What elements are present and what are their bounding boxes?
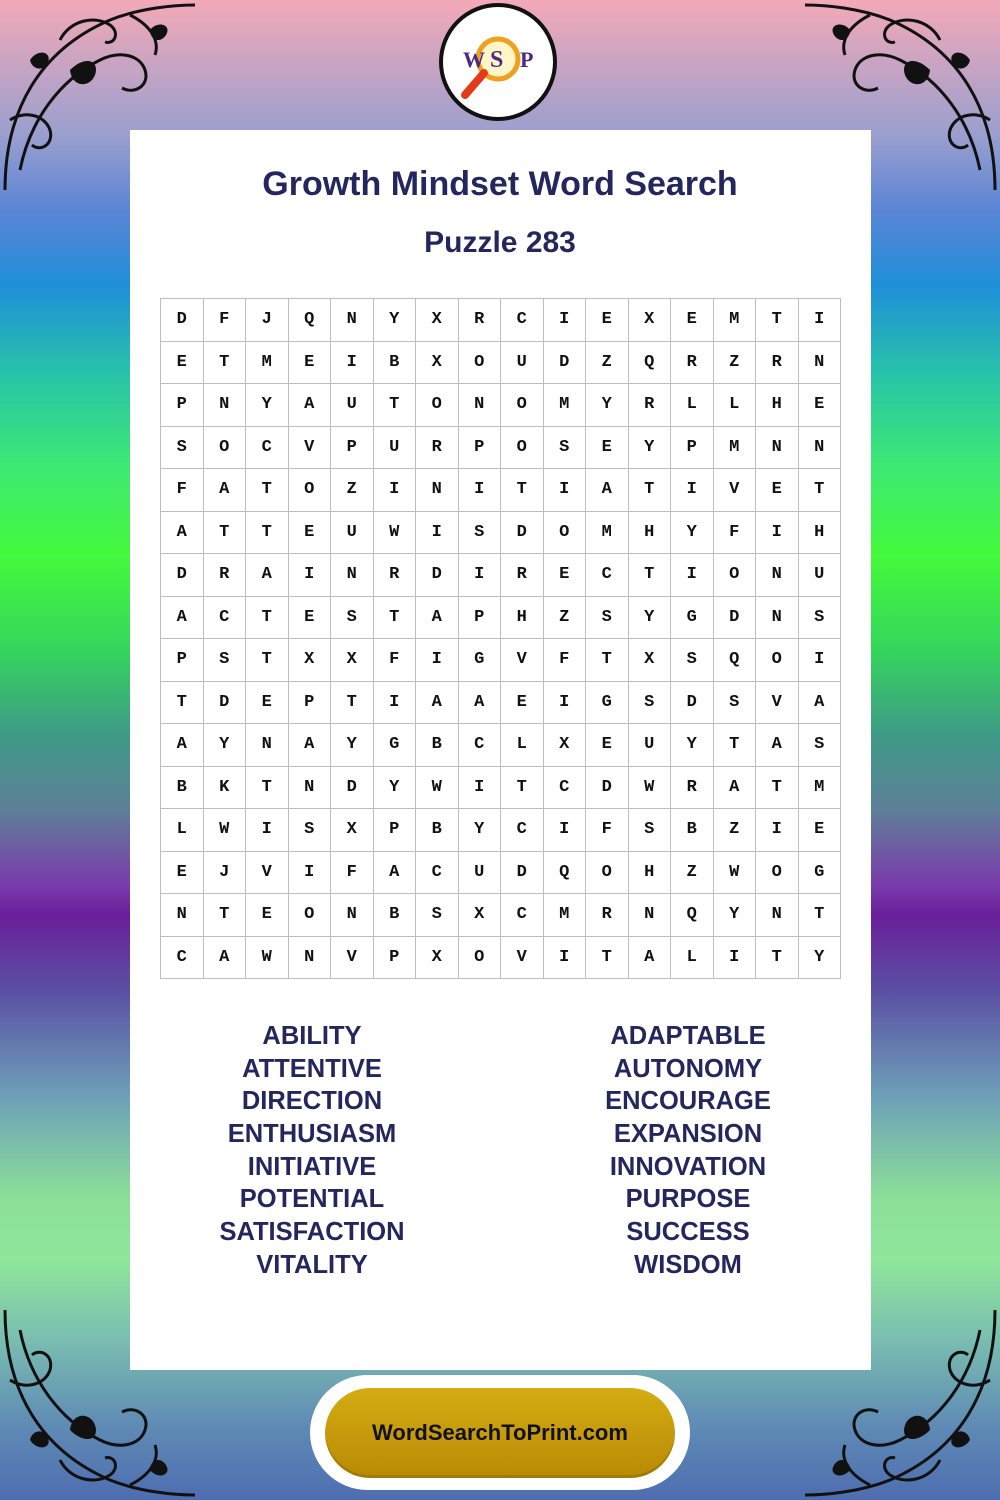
grid-cell[interactable]: W [416, 766, 459, 809]
grid-cell[interactable]: N [756, 894, 799, 937]
grid-cell[interactable]: A [458, 681, 501, 724]
grid-cell[interactable]: H [756, 384, 799, 427]
grid-cell[interactable]: Y [798, 936, 841, 979]
word-list-item: ABILITY [262, 1022, 362, 1050]
grid-cell[interactable]: B [416, 724, 459, 767]
grid-cell[interactable]: C [501, 809, 544, 852]
grid-row [161, 469, 841, 512]
grid-cell[interactable]: W [246, 936, 289, 979]
grid-cell[interactable]: R [671, 766, 714, 809]
grid-cell[interactable]: T [798, 469, 841, 512]
grid-cell[interactable]: E [756, 469, 799, 512]
grid-cell[interactable]: Y [458, 809, 501, 852]
grid-cell[interactable]: A [288, 384, 331, 427]
grid-cell[interactable]: V [331, 936, 374, 979]
grid-row [161, 851, 841, 894]
grid-cell[interactable]: I [331, 341, 374, 384]
grid-cell[interactable]: I [798, 639, 841, 682]
word-list-item: SUCCESS [626, 1218, 750, 1247]
grid-cell[interactable]: I [798, 299, 841, 342]
word-list-item: INITIATIVE [247, 1152, 377, 1181]
grid-cell[interactable]: I [416, 511, 459, 554]
grid-cell[interactable]: O [458, 936, 501, 979]
grid-row [161, 554, 841, 597]
grid-row [161, 341, 841, 384]
grid-cell[interactable]: R [416, 426, 459, 469]
word-list-item: DIRECTION [241, 1087, 383, 1116]
grid-cell[interactable]: O [458, 341, 501, 384]
grid-cell[interactable]: A [288, 724, 331, 767]
grid-cell[interactable]: S [416, 894, 459, 937]
wsp-logo [439, 3, 557, 121]
grid-cell[interactable]: N [458, 384, 501, 427]
grid-row [161, 384, 841, 427]
grid-cell[interactable]: T [756, 299, 799, 342]
grid-cell[interactable]: E [586, 426, 629, 469]
grid-cell[interactable]: X [416, 299, 459, 342]
grid-cell[interactable]: T [161, 681, 204, 724]
grid-cell[interactable]: B [416, 809, 459, 852]
grid-cell[interactable]: F [713, 511, 756, 554]
grid-cell[interactable]: X [458, 894, 501, 937]
grid-cell[interactable]: J [203, 851, 246, 894]
grid-cell[interactable]: E [246, 894, 289, 937]
grid-cell[interactable]: I [671, 469, 714, 512]
grid-cell[interactable]: E [798, 809, 841, 852]
grid-cell[interactable]: N [331, 299, 374, 342]
grid-cell[interactable]: X [331, 639, 374, 682]
grid-cell[interactable]: B [671, 809, 714, 852]
grid-cell[interactable]: T [246, 766, 289, 809]
grid-cell[interactable]: I [543, 681, 586, 724]
grid-cell[interactable]: P [331, 426, 374, 469]
grid-cell[interactable]: U [331, 384, 374, 427]
grid-cell[interactable]: M [543, 384, 586, 427]
grid-cell[interactable]: O [543, 511, 586, 554]
grid-cell[interactable]: N [798, 426, 841, 469]
grid-cell[interactable]: T [373, 384, 416, 427]
grid-cell[interactable]: C [203, 596, 246, 639]
puzzle-number: Puzzle 283 [424, 226, 576, 259]
grid-cell[interactable]: E [671, 299, 714, 342]
grid-cell[interactable]: R [501, 554, 544, 597]
grid-cell[interactable]: F [373, 639, 416, 682]
grid-cell[interactable]: U [331, 511, 374, 554]
grid-cell[interactable]: I [458, 469, 501, 512]
grid-cell[interactable]: Z [586, 341, 629, 384]
word-list-right [508, 1020, 868, 1282]
site-badge[interactable] [325, 1388, 675, 1478]
grid-cell[interactable]: S [161, 426, 204, 469]
grid-cell[interactable]: E [288, 596, 331, 639]
grid-cell[interactable]: T [203, 511, 246, 554]
grid-cell[interactable]: U [628, 724, 671, 767]
grid-cell[interactable]: U [798, 554, 841, 597]
grid-cell[interactable]: Y [331, 724, 374, 767]
grid-cell[interactable]: Q [288, 299, 331, 342]
grid-cell[interactable]: T [203, 341, 246, 384]
grid-cell[interactable]: M [543, 894, 586, 937]
grid-cell[interactable]: R [458, 299, 501, 342]
word-list-item: ENTHUSIASM [227, 1120, 397, 1149]
grid-cell[interactable]: Z [713, 809, 756, 852]
grid-cell[interactable]: N [756, 426, 799, 469]
grid-cell[interactable]: H [628, 851, 671, 894]
grid-cell[interactable]: R [373, 554, 416, 597]
grid-cell[interactable]: N [203, 384, 246, 427]
grid-cell[interactable]: I [756, 511, 799, 554]
grid-cell[interactable]: T [373, 596, 416, 639]
grid-cell[interactable]: E [288, 341, 331, 384]
grid-cell[interactable]: N [288, 766, 331, 809]
grid-cell[interactable]: E [543, 554, 586, 597]
grid-cell[interactable]: O [713, 554, 756, 597]
grid-cell[interactable]: L [501, 724, 544, 767]
grid-cell[interactable]: X [628, 299, 671, 342]
grid-cell[interactable]: G [671, 596, 714, 639]
grid-cell[interactable]: E [501, 681, 544, 724]
word-list-item: EXPANSION [613, 1120, 763, 1149]
grid-cell[interactable]: D [586, 766, 629, 809]
grid-cell[interactable]: C [543, 766, 586, 809]
grid-cell[interactable]: S [671, 639, 714, 682]
grid-cell[interactable]: Y [671, 724, 714, 767]
word-list-item: POTENTIAL [239, 1185, 385, 1214]
grid-cell[interactable]: N [246, 724, 289, 767]
grid-cell[interactable]: R [628, 384, 671, 427]
grid-cell[interactable]: B [373, 341, 416, 384]
grid-cell[interactable]: S [628, 809, 671, 852]
grid-cell[interactable]: T [246, 469, 289, 512]
grid-cell[interactable]: A [798, 681, 841, 724]
grid-cell[interactable]: Y [203, 724, 246, 767]
grid-cell[interactable]: C [501, 299, 544, 342]
grid-cell[interactable]: M [713, 299, 756, 342]
grid-cell[interactable]: O [586, 851, 629, 894]
grid-cell[interactable]: I [756, 809, 799, 852]
grid-cell[interactable]: G [586, 681, 629, 724]
grid-cell[interactable]: A [586, 469, 629, 512]
grid-cell[interactable]: D [331, 766, 374, 809]
grid-cell[interactable]: N [161, 894, 204, 937]
grid-cell[interactable]: O [501, 384, 544, 427]
grid-cell[interactable]: S [288, 809, 331, 852]
grid-cell[interactable]: X [288, 639, 331, 682]
grid-cell[interactable]: S [543, 426, 586, 469]
grid-cell[interactable]: U [458, 851, 501, 894]
grid-row [161, 596, 841, 639]
grid-cell[interactable]: H [798, 511, 841, 554]
grid-cell[interactable]: V [246, 851, 289, 894]
grid-cell[interactable]: I [373, 469, 416, 512]
grid-cell[interactable]: T [586, 936, 629, 979]
grid-cell[interactable]: Q [713, 639, 756, 682]
grid-cell[interactable]: L [671, 384, 714, 427]
grid-cell[interactable]: V [288, 426, 331, 469]
grid-cell[interactable]: X [628, 639, 671, 682]
grid-cell[interactable]: I [246, 809, 289, 852]
grid-cell[interactable]: A [161, 596, 204, 639]
grid-cell[interactable]: S [798, 596, 841, 639]
grid-cell[interactable]: T [246, 639, 289, 682]
grid-cell[interactable]: I [288, 554, 331, 597]
grid-cell[interactable]: A [628, 936, 671, 979]
grid-cell[interactable]: S [586, 596, 629, 639]
grid-cell[interactable]: P [373, 936, 416, 979]
grid-cell[interactable]: V [501, 639, 544, 682]
grid-cell[interactable]: I [543, 936, 586, 979]
grid-cell[interactable]: G [458, 639, 501, 682]
grid-cell[interactable]: Y [628, 596, 671, 639]
grid-cell[interactable]: Y [671, 511, 714, 554]
grid-cell[interactable]: Y [586, 384, 629, 427]
grid-cell[interactable]: T [628, 469, 671, 512]
logo-letter-s: S [490, 47, 504, 73]
grid-cell[interactable]: I [713, 936, 756, 979]
grid-cell[interactable]: Q [628, 341, 671, 384]
grid-row [161, 299, 841, 342]
grid-cell[interactable]: Q [671, 894, 714, 937]
grid-cell[interactable]: Z [331, 469, 374, 512]
grid-cell[interactable]: S [798, 724, 841, 767]
logo-letter-w: W [463, 47, 485, 72]
grid-cell[interactable]: O [203, 426, 246, 469]
grid-cell[interactable]: I [543, 809, 586, 852]
grid-cell[interactable]: C [586, 554, 629, 597]
grid-cell[interactable]: D [161, 299, 204, 342]
grid-cell[interactable]: W [713, 851, 756, 894]
grid-cell[interactable]: I [543, 469, 586, 512]
grid-cell[interactable]: C [246, 426, 289, 469]
puzzle-title: Growth Mindset Word Search [262, 165, 738, 203]
grid-cell[interactable]: E [586, 299, 629, 342]
grid-cell[interactable]: P [458, 426, 501, 469]
grid-row [161, 639, 841, 682]
grid-cell[interactable]: I [671, 554, 714, 597]
grid-cell[interactable]: T [203, 894, 246, 937]
grid-cell[interactable]: I [458, 766, 501, 809]
grid-cell[interactable]: O [288, 469, 331, 512]
grid-cell[interactable]: M [798, 766, 841, 809]
site-link[interactable]: WordSearchToPrint.com [372, 1420, 628, 1445]
grid-cell[interactable]: C [416, 851, 459, 894]
grid-cell[interactable]: J [246, 299, 289, 342]
grid-cell[interactable]: D [161, 554, 204, 597]
grid-cell[interactable]: P [373, 809, 416, 852]
grid-cell[interactable]: E [586, 724, 629, 767]
grid-cell[interactable]: O [756, 639, 799, 682]
grid-cell[interactable]: U [501, 341, 544, 384]
grid-cell[interactable]: S [331, 596, 374, 639]
grid-cell[interactable]: G [373, 724, 416, 767]
grid-cell[interactable]: I [543, 299, 586, 342]
grid-cell[interactable]: E [246, 681, 289, 724]
grid-cell[interactable]: S [458, 511, 501, 554]
grid-cell[interactable]: T [798, 894, 841, 937]
grid-row [161, 809, 841, 852]
grid-cell[interactable]: Q [543, 851, 586, 894]
grid-cell[interactable]: E [161, 851, 204, 894]
grid-cell[interactable]: F [203, 299, 246, 342]
grid-cell[interactable]: T [331, 681, 374, 724]
grid-cell[interactable]: G [798, 851, 841, 894]
grid-cell[interactable]: S [628, 681, 671, 724]
grid-cell[interactable]: O [416, 384, 459, 427]
grid-cell[interactable]: I [373, 681, 416, 724]
grid-cell[interactable]: V [713, 469, 756, 512]
grid-row [161, 894, 841, 937]
grid-cell[interactable]: N [756, 596, 799, 639]
grid-cell[interactable]: L [713, 384, 756, 427]
grid-cell[interactable]: T [501, 766, 544, 809]
word-list-item: ADAPTABLE [610, 1022, 766, 1050]
grid-cell[interactable]: B [373, 894, 416, 937]
grid-cell[interactable]: A [161, 511, 204, 554]
grid-cell[interactable]: E [161, 341, 204, 384]
grid-cell[interactable]: R [203, 554, 246, 597]
grid-cell[interactable]: Y [713, 894, 756, 937]
grid-cell[interactable]: N [628, 894, 671, 937]
grid-cell[interactable]: V [756, 681, 799, 724]
grid-cell[interactable]: O [756, 851, 799, 894]
grid-cell[interactable]: I [416, 639, 459, 682]
letter-grid [160, 298, 841, 979]
word-list-item: AUTONOMY [613, 1054, 763, 1083]
grid-cell[interactable]: Z [713, 341, 756, 384]
grid-cell[interactable]: D [501, 511, 544, 554]
word-list-item: ENCOURAGE [605, 1087, 771, 1116]
grid-cell[interactable]: T [628, 554, 671, 597]
grid-cell[interactable]: B [161, 766, 204, 809]
grid-cell[interactable]: T [756, 936, 799, 979]
grid-cell[interactable]: M [713, 426, 756, 469]
grid-cell[interactable]: X [416, 936, 459, 979]
grid-cell[interactable]: O [288, 894, 331, 937]
grid-cell[interactable]: I [458, 554, 501, 597]
grid-cell[interactable]: H [628, 511, 671, 554]
grid-cell[interactable]: W [628, 766, 671, 809]
grid-row [161, 426, 841, 469]
grid-cell[interactable]: N [756, 554, 799, 597]
word-list-item: INNOVATION [609, 1152, 767, 1181]
grid-cell[interactable]: N [416, 469, 459, 512]
word-list-item: PURPOSE [625, 1185, 751, 1214]
grid-row [161, 936, 841, 979]
word-list-item: WISDOM [634, 1250, 742, 1279]
grid-cell[interactable]: P [161, 639, 204, 682]
grid-cell[interactable]: F [586, 809, 629, 852]
grid-cell[interactable]: N [331, 894, 374, 937]
grid-cell[interactable]: A [416, 681, 459, 724]
word-list-item: ATTENTIVE [242, 1054, 382, 1083]
grid-cell[interactable]: K [203, 766, 246, 809]
grid-row [161, 681, 841, 724]
grid-cell[interactable]: A [756, 724, 799, 767]
grid-cell[interactable]: T [501, 469, 544, 512]
grid-cell[interactable]: I [288, 851, 331, 894]
grid-cell[interactable]: O [501, 426, 544, 469]
grid-cell[interactable]: W [373, 511, 416, 554]
grid-cell[interactable]: S [713, 681, 756, 724]
grid-cell[interactable]: M [586, 511, 629, 554]
grid-cell[interactable]: S [203, 639, 246, 682]
grid-cell[interactable]: A [203, 469, 246, 512]
grid-cell[interactable]: R [586, 894, 629, 937]
grid-cell[interactable]: D [416, 554, 459, 597]
grid-cell[interactable]: T [246, 511, 289, 554]
grid-cell[interactable]: P [288, 681, 331, 724]
grid-cell[interactable]: M [246, 341, 289, 384]
grid-cell[interactable]: P [458, 596, 501, 639]
grid-cell[interactable]: L [161, 809, 204, 852]
grid-cell[interactable]: A [416, 596, 459, 639]
word-list-item: SATISFACTION [219, 1218, 405, 1247]
grid-cell[interactable]: A [203, 936, 246, 979]
grid-cell[interactable]: A [161, 724, 204, 767]
grid-cell[interactable]: T [586, 639, 629, 682]
grid-cell[interactable]: X [416, 341, 459, 384]
grid-cell[interactable]: C [161, 936, 204, 979]
grid-cell[interactable]: C [501, 894, 544, 937]
grid-cell[interactable]: Z [671, 851, 714, 894]
grid-cell[interactable]: Y [373, 766, 416, 809]
grid-cell[interactable]: N [331, 554, 374, 597]
grid-cell[interactable]: W [203, 809, 246, 852]
word-list-left [132, 1020, 492, 1282]
logo-letter-p: P [520, 47, 534, 72]
grid-cell[interactable]: X [331, 809, 374, 852]
grid-cell[interactable]: N [288, 936, 331, 979]
grid-cell[interactable]: L [671, 936, 714, 979]
grid-cell[interactable]: Z [543, 596, 586, 639]
grid-cell[interactable]: D [501, 851, 544, 894]
grid-cell[interactable]: D [203, 681, 246, 724]
grid-row [161, 766, 841, 809]
grid-cell[interactable]: P [161, 384, 204, 427]
grid-cell[interactable]: N [798, 341, 841, 384]
word-list-item: VITALITY [256, 1250, 368, 1279]
grid-cell[interactable]: D [543, 341, 586, 384]
grid-cell[interactable]: U [373, 426, 416, 469]
grid-cell[interactable]: A [373, 851, 416, 894]
grid-cell[interactable]: A [713, 766, 756, 809]
grid-cell[interactable]: V [501, 936, 544, 979]
grid-cell[interactable]: X [543, 724, 586, 767]
grid-cell[interactable]: H [501, 596, 544, 639]
grid-row [161, 511, 841, 554]
grid-cell[interactable]: R [756, 341, 799, 384]
grid-cell[interactable]: F [543, 639, 586, 682]
grid-cell[interactable]: F [331, 851, 374, 894]
grid-cell[interactable]: T [713, 724, 756, 767]
grid-cell[interactable]: R [671, 341, 714, 384]
grid-row [161, 724, 841, 767]
grid-cell[interactable]: E [288, 511, 331, 554]
grid-cell[interactable]: F [161, 469, 204, 512]
grid-cell[interactable]: D [671, 681, 714, 724]
grid-cell[interactable]: D [713, 596, 756, 639]
grid-cell[interactable]: A [246, 554, 289, 597]
grid-cell[interactable]: T [246, 596, 289, 639]
grid-cell[interactable]: Y [246, 384, 289, 427]
grid-cell[interactable]: P [671, 426, 714, 469]
grid-cell[interactable]: Y [628, 426, 671, 469]
grid-cell[interactable]: E [798, 384, 841, 427]
grid-cell[interactable]: T [756, 766, 799, 809]
grid-cell[interactable]: Y [373, 299, 416, 342]
grid-cell[interactable]: C [458, 724, 501, 767]
